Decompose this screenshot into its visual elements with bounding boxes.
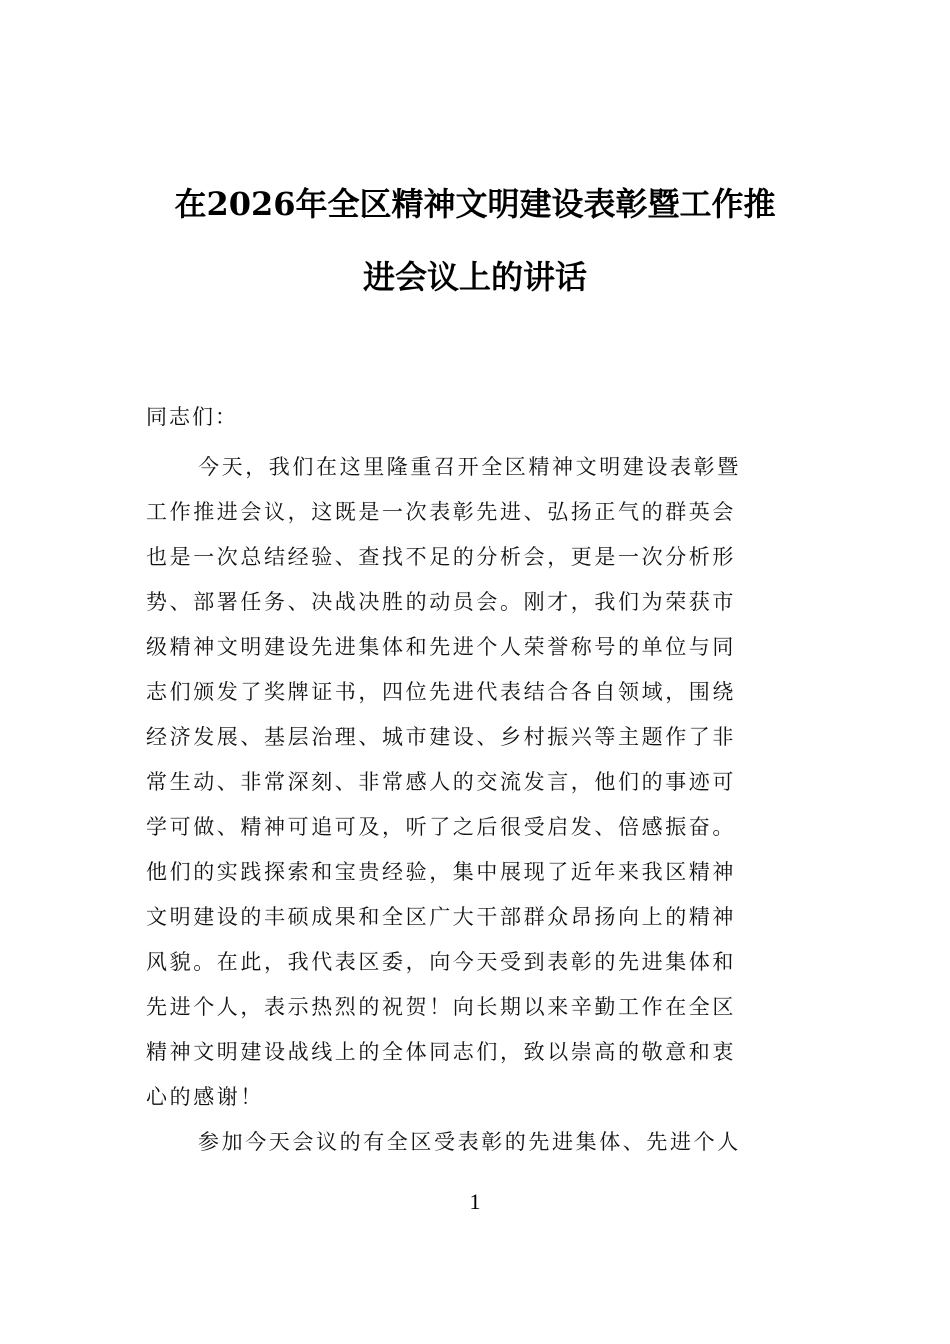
text-line: 参加今天会议的有全区受表彰的先进集体、先进个人 <box>198 1130 741 1154</box>
text-line: 学可做、精神可追可及，听了之后很受启发、倍感振奋。 <box>146 815 736 839</box>
title-line-1: 在2026年全区精神文明建设表彰暨工作推 <box>174 185 776 223</box>
text-line: 风貌。在此，我代表区委，向今天受到表彰的先进集体和 <box>146 950 736 974</box>
text-line: 经济发展、基层治理、城市建设、乡村振兴等主题作了非 <box>146 725 736 749</box>
text-line: 工作推进会议，这既是一次表彰先进、弘扬正气的群英会 <box>146 500 736 524</box>
text-line: 心的感谢！ <box>146 1085 264 1109</box>
salutation: 同志们： <box>146 405 238 429</box>
page-number: 1 <box>469 1189 481 1214</box>
text-line: 他们的实践探索和宝贵经验，集中展现了近年来我区精神 <box>146 860 736 884</box>
document-title <box>145 185 805 296</box>
text-line: 今天，我们在这里隆重召开全区精神文明建设表彰暨 <box>198 455 741 479</box>
text-line: 精神文明建设战线上的全体同志们，致以崇高的敬意和衷 <box>146 1040 736 1064</box>
text-line: 志们颁发了奖牌证书，四位先进代表结合各自领域，围绕 <box>146 680 736 704</box>
text-line: 文明建设的丰硕成果和全区广大干部群众昂扬向上的精神 <box>146 905 736 929</box>
text-line: 常生动、非常深刻、非常感人的交流发言，他们的事迹可 <box>146 770 736 794</box>
speech-text <box>146 445 806 1165</box>
document-body <box>146 400 806 1165</box>
text-line: 级精神文明建设先进集体和先进个人荣誉称号的单位与同 <box>146 635 736 659</box>
text-line: 势、部署任务、决战决胜的动员会。刚才，我们为荣获市 <box>146 590 736 614</box>
text-line: 先进个人，表示热烈的祝贺！向长期以来辛勤工作在全区 <box>146 995 736 1019</box>
title-line-2: 进会议上的讲话 <box>362 258 587 296</box>
text-line: 也是一次总结经验、查找不足的分析会，更是一次分析形 <box>146 545 736 569</box>
